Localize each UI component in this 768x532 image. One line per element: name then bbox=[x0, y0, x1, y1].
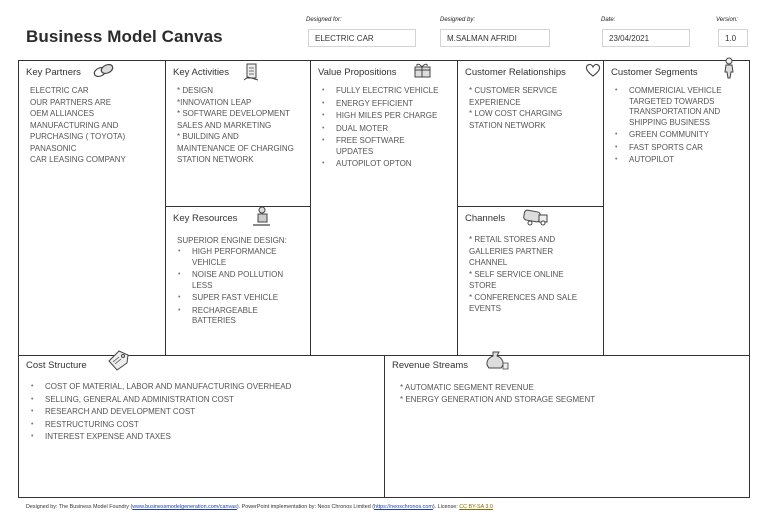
price-tag-icon bbox=[105, 349, 131, 371]
value-propositions-list bbox=[322, 86, 442, 172]
list-item: • HIGH MILES PER CHARGE bbox=[322, 111, 442, 122]
list-item: • ENERGY EFFICIENT bbox=[322, 99, 442, 110]
list-item: • RECHARGEABLE BATTERIES bbox=[178, 306, 298, 327]
money-bag-icon bbox=[485, 349, 509, 371]
key-activities-block bbox=[165, 60, 311, 207]
key-resources-intro: SUPERIOR ENGINE DESIGN: bbox=[177, 236, 287, 245]
key-activities-list bbox=[177, 85, 297, 166]
revenue-streams-list bbox=[400, 382, 730, 405]
designed-for-field[interactable]: ELECTRIC CAR bbox=[308, 29, 416, 47]
value-propositions-block bbox=[310, 60, 458, 356]
heart-icon bbox=[584, 62, 602, 78]
channels-title: Channels bbox=[465, 213, 506, 224]
list-item: CAR LEASING COMPANY bbox=[30, 155, 126, 164]
key-resources-title: Key Resources bbox=[173, 213, 238, 224]
person-icon bbox=[722, 57, 736, 79]
page-title: Business Model Canvas bbox=[26, 27, 223, 46]
list-item: • COST OF MATERIAL, LABOR AND MANUFACTURING OVERHEAD bbox=[31, 382, 371, 393]
revenue-streams-title: Revenue Streams bbox=[392, 360, 469, 371]
list-item: • SUPER FAST VEHICLE bbox=[178, 293, 298, 304]
cost-structure-list bbox=[31, 382, 371, 445]
key-partners-block bbox=[18, 60, 166, 356]
list-item: * CUSTOMER SERVICE EXPERIENCE bbox=[469, 86, 558, 107]
footer-license-label: ). License: bbox=[432, 504, 460, 510]
cost-structure-title: Cost Structure bbox=[26, 360, 87, 371]
key-resources-block bbox=[165, 206, 311, 356]
list-item: • SELLING, GENERAL AND ADMINISTRATION COST bbox=[31, 395, 371, 406]
list-item: • RESTRUCTURING COST bbox=[31, 420, 371, 431]
customer-segments-block bbox=[603, 60, 750, 356]
footer-link-businessmodelgeneration[interactable]: www.businessmodelgeneration.com/canvas bbox=[132, 504, 237, 510]
list-item: PANASONIC bbox=[30, 143, 77, 153]
customer-relationships-block bbox=[457, 60, 604, 207]
designed-by-label: Designed by: bbox=[440, 17, 476, 23]
truck-icon bbox=[522, 208, 550, 226]
footer-prefix: Designed by: The Business Model Foundry ( bbox=[26, 504, 133, 510]
key-partners-title: Key Partners bbox=[26, 67, 81, 78]
list-item: • AUTOPILOT bbox=[615, 155, 737, 166]
list-item: • FAST SPORTS CAR bbox=[615, 143, 737, 154]
list-item: • AUTOPILOT OPTON bbox=[322, 159, 442, 170]
version-label: Version: bbox=[716, 17, 738, 23]
revenue-streams-block bbox=[384, 355, 750, 498]
list-item: *INNOVATION LEAP bbox=[177, 97, 252, 107]
key-resources-list bbox=[178, 247, 298, 329]
gift-icon bbox=[412, 61, 434, 79]
list-item: • DUAL MOTER bbox=[322, 124, 442, 135]
checklist-icon bbox=[242, 62, 262, 82]
channels-list bbox=[469, 234, 583, 315]
list-item: * LOW COST CHARGING STATION NETWORK bbox=[469, 109, 563, 130]
designed-for-label: Designed for: bbox=[306, 17, 342, 23]
list-item: * ENERGY GENERATION AND STORAGE SEGMENT bbox=[400, 394, 596, 404]
list-item: • COMMERICIAL VEHICLE TARGETED TOWARDS TRANSPORTATION AND SHIPPING BUSINESS bbox=[615, 86, 737, 128]
footer-link-neoschronos[interactable]: https://neoschronos.com bbox=[374, 504, 433, 510]
worker-icon bbox=[250, 205, 272, 227]
customer-relationships-title: Customer Relationships bbox=[465, 67, 566, 78]
footer-credits bbox=[26, 504, 493, 510]
list-item: • HIGH PERFORMANCE VEHICLE bbox=[178, 247, 298, 268]
list-item: SALES AND MARKETING bbox=[177, 120, 272, 130]
list-item: • INTEREST EXPENSE AND TAXES bbox=[31, 432, 371, 443]
list-item: ELECTRIC CAR bbox=[30, 86, 89, 95]
list-item: * SELF SERVICE ONLINE STORE bbox=[469, 269, 564, 290]
list-item: * CONFERENCES AND SALE EVENTS bbox=[469, 292, 578, 313]
list-item: • RESEARCH AND DEVELOPMENT COST bbox=[31, 407, 371, 418]
list-item: • GREEN COMMUNITY bbox=[615, 130, 737, 141]
list-item: * BUILDING AND MAINTENANCE OF CHARGING STATION NETWORK bbox=[177, 132, 294, 164]
list-item: OEM ALLIANCES bbox=[30, 109, 95, 118]
list-item: * SOFTWARE DEVELOPMENT bbox=[177, 109, 291, 118]
customer-segments-list bbox=[615, 86, 737, 168]
list-item: • FULLY ELECTRIC VEHICLE bbox=[322, 86, 442, 97]
key-partners-list bbox=[30, 85, 158, 166]
version-field[interactable]: 1.0 bbox=[718, 29, 748, 47]
list-item: * DESIGN bbox=[177, 86, 214, 95]
customer-relationships-list bbox=[469, 85, 587, 131]
list-item: * AUTOMATIC SEGMENT REVENUE bbox=[400, 383, 534, 392]
footer-license-link[interactable]: CC BY-SA 3.0 bbox=[459, 504, 493, 510]
date-field[interactable]: 23/04/2021 bbox=[602, 29, 690, 47]
list-item: OUR PARTNERS ARE bbox=[30, 97, 112, 107]
channels-block bbox=[457, 206, 604, 356]
list-item: * RETAIL STORES AND GALLERIES PARTNER CHANNEL bbox=[469, 235, 556, 267]
customer-segments-title: Customer Segments bbox=[611, 67, 698, 78]
chain-link-icon bbox=[92, 63, 116, 79]
value-propositions-title: Value Propositions bbox=[318, 67, 397, 78]
list-item: • NOISE AND POLLUTION LESS bbox=[178, 270, 298, 291]
footer-middle: ). PowerPoint implementation by: Neos Chronos Limited ( bbox=[236, 504, 375, 510]
key-activities-title: Key Activities bbox=[173, 67, 229, 78]
designed-by-field[interactable]: M.SALMAN AFRIDI bbox=[440, 29, 550, 47]
list-item: MANUFACTURING AND PURCHASING ( TOYOTA) bbox=[30, 120, 126, 141]
cost-structure-block bbox=[18, 355, 385, 498]
list-item: • FREE SOFTWARE UPDATES bbox=[322, 136, 442, 157]
date-label: Date: bbox=[601, 17, 616, 23]
